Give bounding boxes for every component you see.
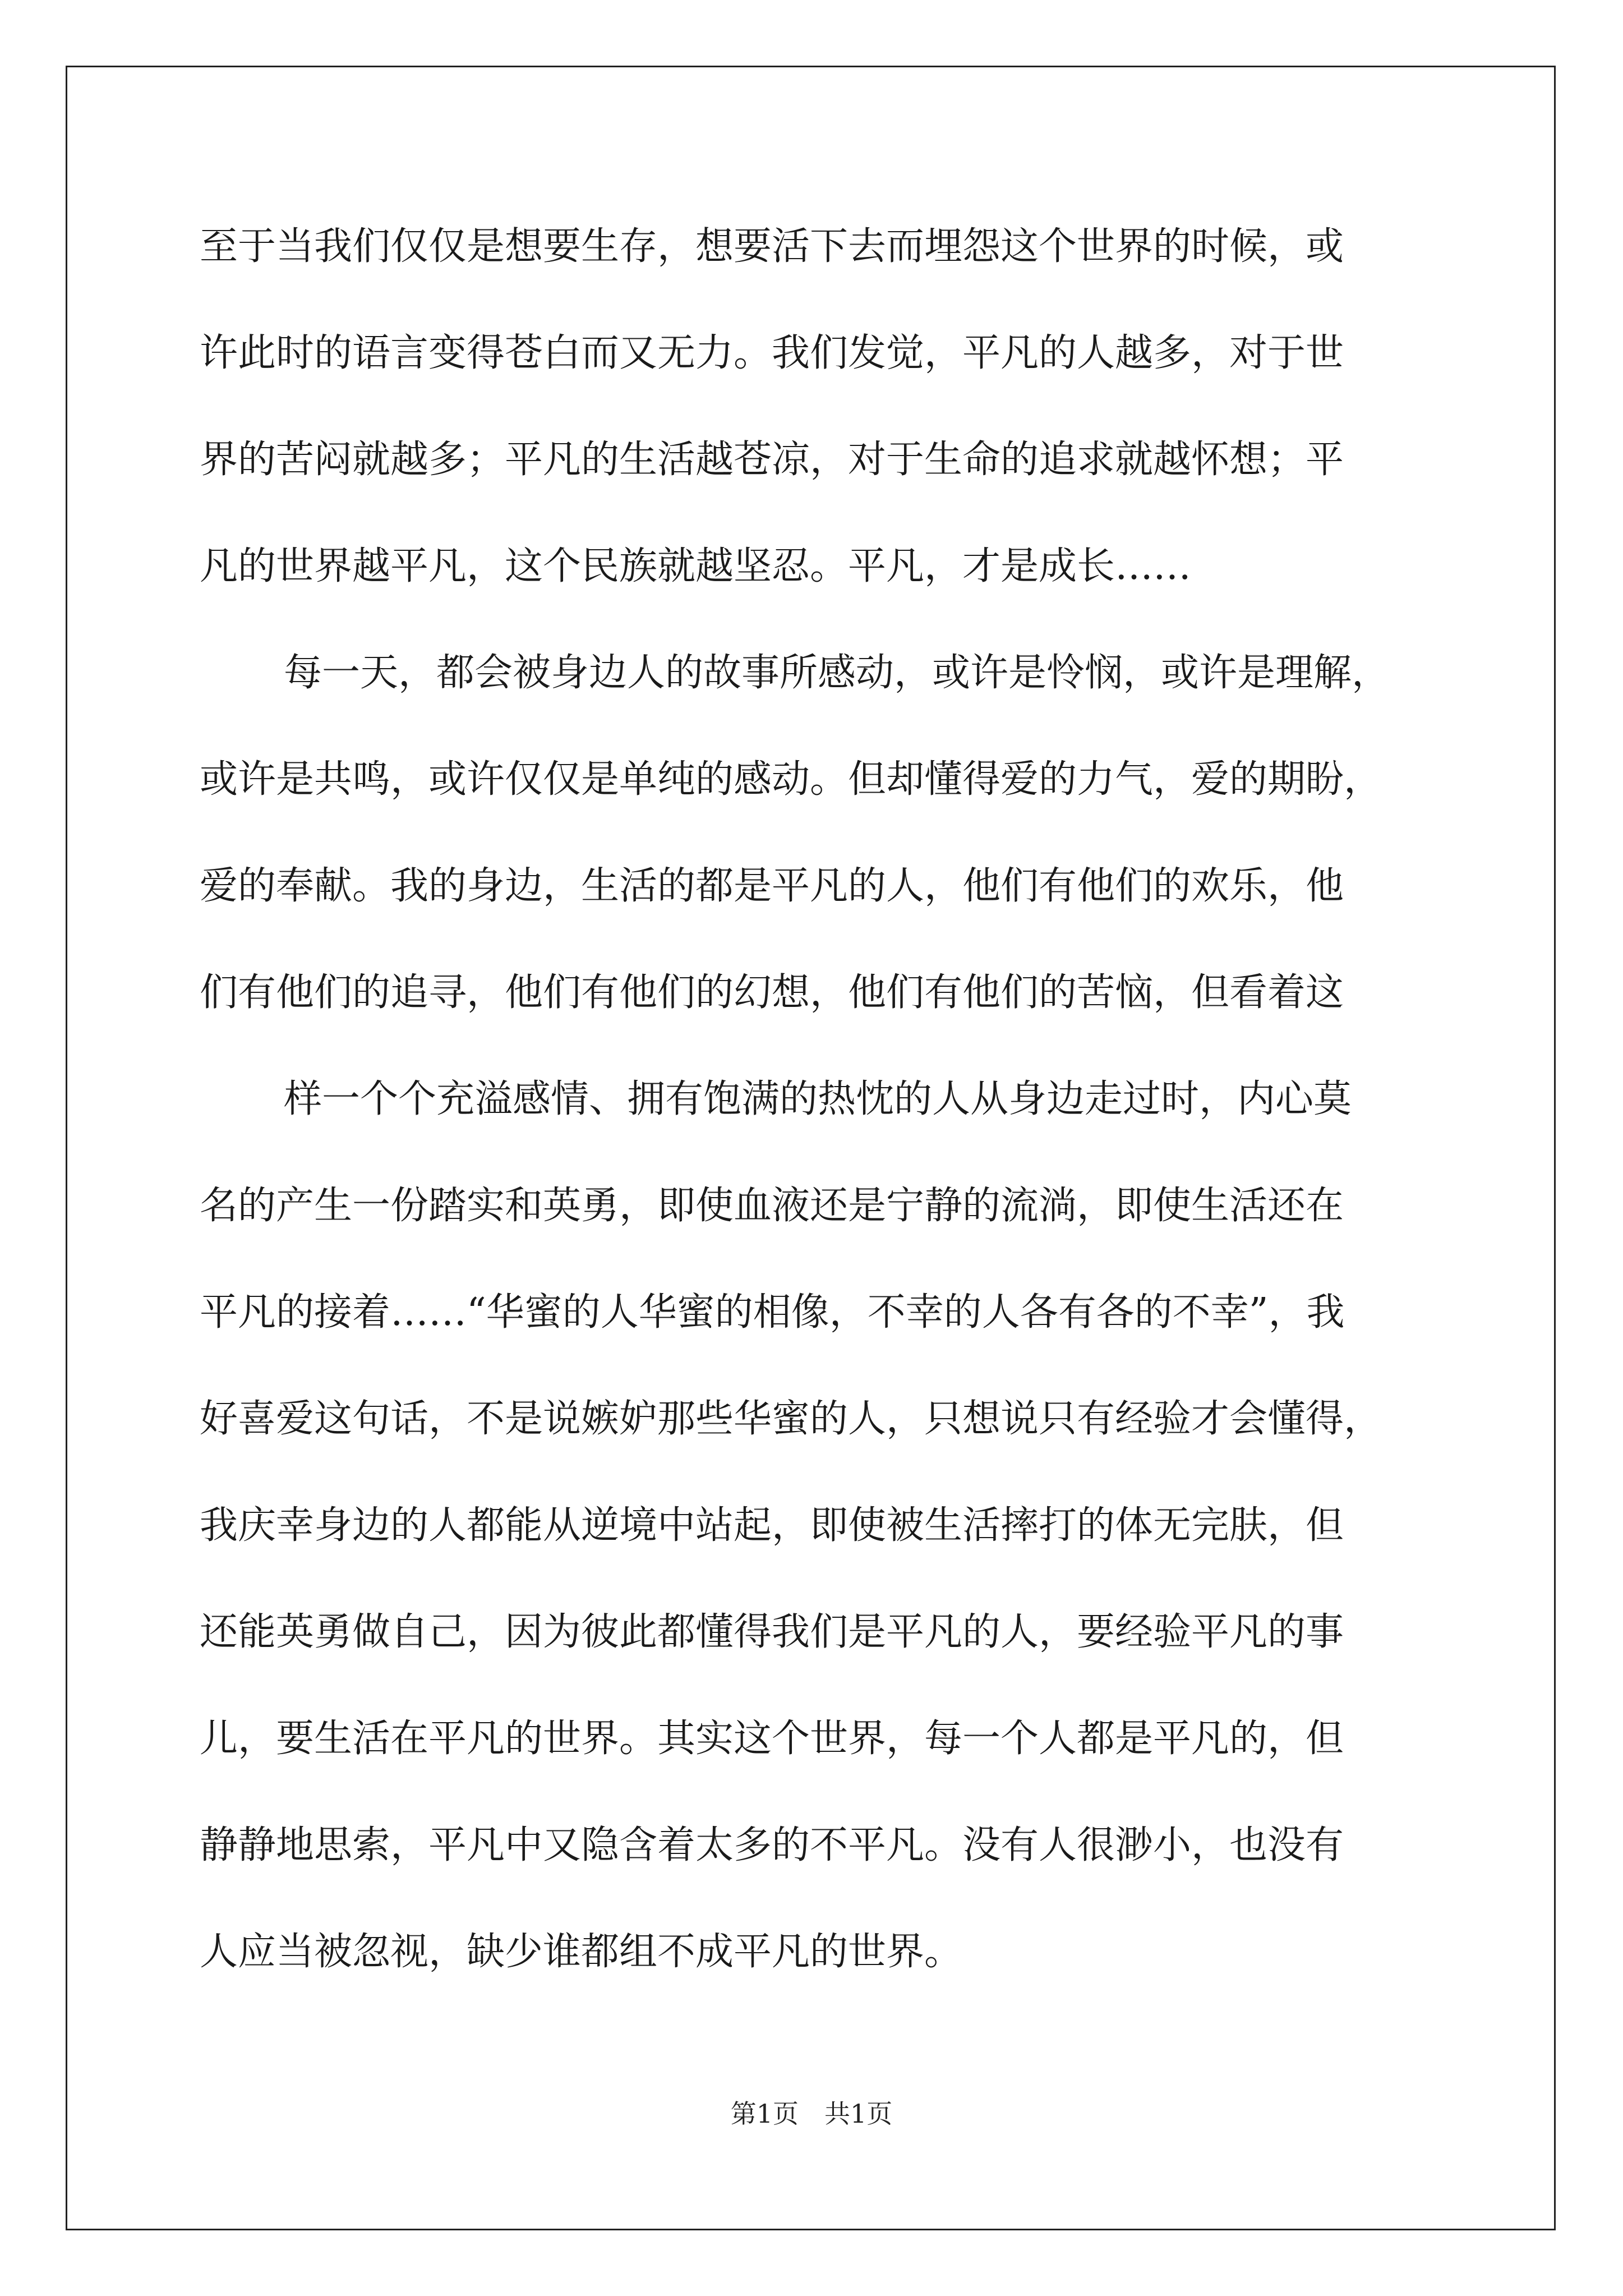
text-line: 们有他们的追寻，他们有他们的幻想，他们有他们的苦恼，但看着这 [200,970,1344,1015]
text-line: 静静地思索，平凡中又隐含着太多的不平凡。没有人很渺小，也没有 [200,1823,1344,1867]
text-line: 名的产生一份踏实和英勇，即使血液还是宁静的流淌，即使生活还在 [200,1184,1344,1228]
text-line: 或许是共鸣，或许仅仅是单纯的感动。但却懂得爱的力气，爱的期盼， [200,757,1382,802]
text-line: 样一个个充溢感情、拥有饱满的热忱的人从身边走过时，内心莫 [284,1077,1352,1121]
text-line: 还能英勇做自己，因为彼此都懂得我们是平凡的人，要经验平凡的事 [200,1610,1344,1654]
text-line: 至于当我们仅仅是想要生存，想要活下去而埋怨这个世界的时候，或 [200,224,1344,269]
text-line: 爱的奉献。我的身边，生活的都是平凡的人，他们有他们的欢乐，他 [200,864,1344,908]
text-line: 凡的世界越平凡，这个民族就越坚忍。平凡，才是成长…… [200,544,1192,588]
text-line: 儿，要生活在平凡的世界。其实这个世界，每一个人都是平凡的，但 [200,1717,1344,1761]
text-line: 许此时的语言变得苍白而又无力。我们发觉，平凡的人越多，对于世 [200,331,1344,375]
page-border [66,66,1556,2230]
text-line: 平凡的接着……“华蜜的人华蜜的相像，不幸的人各有各的不幸”，我 [200,1290,1345,1335]
text-line: 界的苦闷就越多；平凡的生活越苍凉，对于生命的追求就越怀想；平 [200,438,1344,482]
text-line: 好喜爱这句话，不是说嫉妒那些华蜜的人，只想说只有经验才会懂得， [200,1397,1382,1441]
page-number-footer: 第1页 共1页 [730,2099,893,2129]
text-line: 我庆幸身边的人都能从逆境中站起，即使被生活摔打的体无完肤，但 [200,1503,1344,1548]
text-line: 人应当被忽视，缺少谁都组不成平凡的世界。 [200,1930,963,1974]
text-line: 每一天，都会被身边人的故事所感动，或许是怜悯，或许是理解， [284,651,1390,695]
